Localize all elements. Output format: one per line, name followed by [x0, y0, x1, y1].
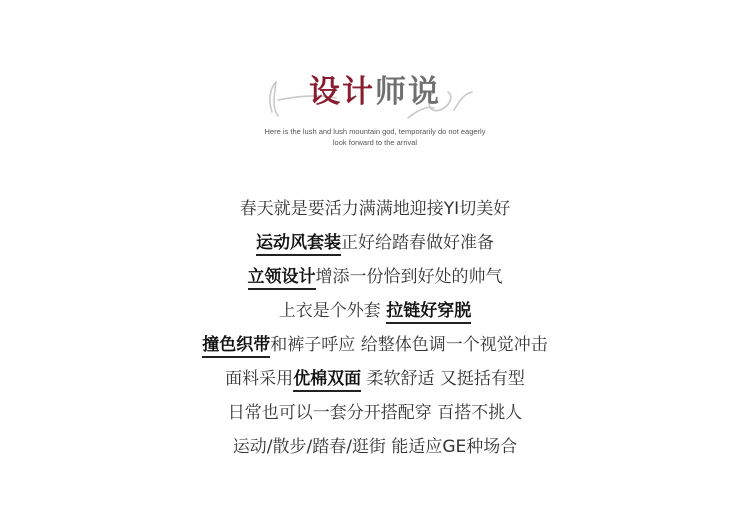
- line-text: 上衣是个外套: [278, 301, 387, 321]
- title-part-2: 师说: [375, 74, 441, 110]
- title-part-1: 设计: [309, 74, 375, 110]
- line-text: 春天就是要活力满满地迎接YI切美好: [239, 199, 511, 219]
- line-text: 面料采用: [225, 369, 294, 389]
- description-line: [0, 192, 750, 226]
- line-text: 日常也可以一套分开搭配穿 百搭不挑人: [227, 403, 523, 423]
- highlight-text: 运动风套装: [256, 233, 341, 256]
- subtitle-line-1: Here is the lush and lush mountain god, temporarily do not eagerly: [264, 127, 486, 136]
- subtitle-line-2: look forward to the arrival: [332, 138, 418, 147]
- description-line: [0, 362, 750, 396]
- line-text: 正好给踏春做好准备: [341, 233, 494, 253]
- description-line: [0, 260, 750, 294]
- line-text: 柔软舒适 又挺括有型: [361, 369, 525, 389]
- highlight-text: 撞色织带: [202, 335, 270, 358]
- line-text: 运动/散步/踏春/逛街 能适应GE种场合: [232, 437, 518, 457]
- designer-says-header: [0, 60, 750, 150]
- page-title: [0, 72, 750, 112]
- description-line: [0, 328, 750, 362]
- line-text: 增添一份恰到好处的帅气: [315, 267, 503, 287]
- description-line: [0, 430, 750, 464]
- description-line: [0, 226, 750, 260]
- subtitle: [0, 126, 750, 148]
- description-line: [0, 294, 750, 328]
- highlight-text: 拉链好穿脱: [386, 301, 471, 324]
- description-line: [0, 396, 750, 430]
- description-lines: [0, 192, 750, 464]
- highlight-text: 优棉双面: [293, 369, 361, 392]
- highlight-text: 立领设计: [248, 267, 316, 290]
- line-text: 和裤子呼应 给整体色调一个视觉冲击: [270, 335, 548, 355]
